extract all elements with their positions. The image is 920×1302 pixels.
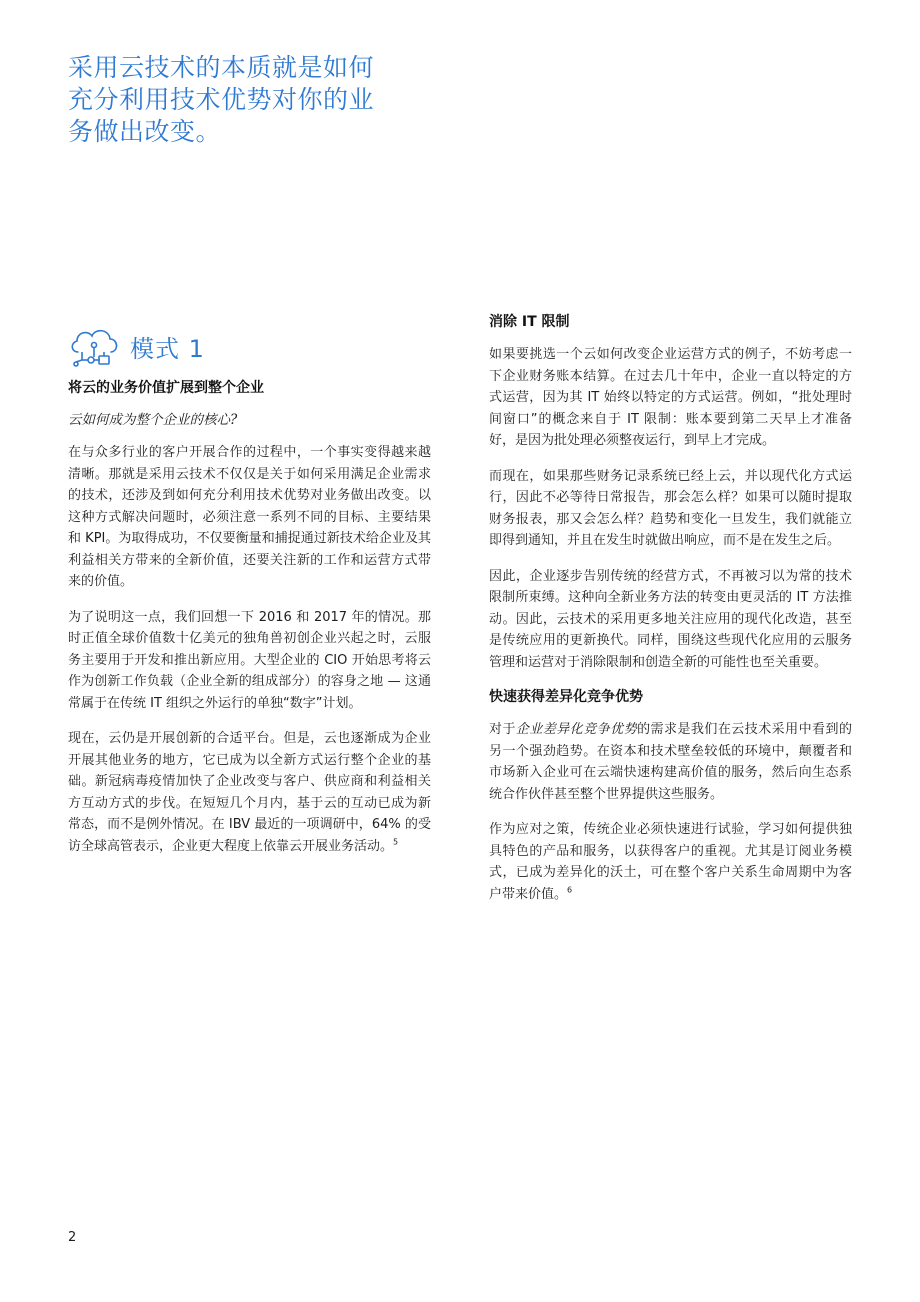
section-subtitle: 云如何成为整个企业的核心? bbox=[68, 412, 238, 428]
paragraph: 在与众多行业的客户开展合作的过程中，一个事实变得越来越清晰。那就是采用云技术不仅仅是关于如何采用满足企业需求的技术，还涉及到如何充分利用技术优势对业务做出改变。以这种方式解决问题时，必须注意一系列不同的目标、主要结果和 KPI。为取得成功，不仅要衡量和捕捉通过新技术给企业及其利益相关方带来的全新价值，还要关注新的工作和运营方式带来的价值。 bbox=[68, 445, 431, 589]
paragraph-text: 现在，云仍是开展创新的合适平台。但是，云也逐渐成为企业开展其他业务的地方，它已成为以全新方式运行整个企业的基础。新冠病毒疫情加快了企业改变与客户、供应商和利益相关方互动方式的步伐。在短短几个月内，基于云的互动已成为新常态，而不是例外情况。在 IBV 最近的一项调研中，64% 的受访全球高管表示，企业更大程度上依靠云开展业务活动。 bbox=[68, 731, 431, 854]
paragraph: 为了说明这一点，我们回想一下 2016 和 2017 年的情况。那时正值全球价值数十亿美元的独角兽初创企业兴起之时，云服务主要用于开发和推出新应用。大型企业的 CIO 开始思考将云作为创新工作负载（企业全新的组成部分）的容身之地 — 这通常属于在传统 IT 组织之外运行的单独“数字”计划。 bbox=[68, 609, 431, 711]
footnote-ref: 6 bbox=[567, 885, 573, 895]
mode-title: 模式 1 bbox=[130, 334, 205, 363]
paragraph-text: 对于 bbox=[489, 722, 516, 737]
section-heading: 消除 IT 限制 bbox=[489, 314, 570, 330]
paragraph-text: 作为应对之策，传统企业必须快速进行试验，学习如何提供独具特色的产品和服务，以获得客户的重视。尤其是订阅业务模式，已成为差异化的沃土，可在整个客户关系生命周期中为客户带来价值。 bbox=[489, 822, 852, 902]
left-column bbox=[68, 320, 431, 871]
mode-header bbox=[68, 320, 431, 372]
footnote-ref: 5 bbox=[393, 837, 399, 847]
cloud-network-icon bbox=[68, 322, 120, 370]
section-heading: 快速获得差异化竞争优势 bbox=[489, 689, 643, 705]
right-column bbox=[489, 312, 852, 919]
paragraph-text: 的需求是我们在云技术采用中看到的另一个强劲趋势。在资本和技术壁垒较低的环境中，颠覆者和市场新入企业可在云端快速构建高价值的服务，然后向生态系统合作伙伴甚至整个世界提供这些服务。 bbox=[489, 722, 852, 802]
paragraph bbox=[489, 819, 852, 905]
paragraph: 而现在，如果那些财务记录系统已经上云，并以现代化方式运行，因此不必等待日常报告，那会怎么样？如果可以随时提取财务报表，那又会怎么样？趋势和变化一旦发生，我们就能立即得到通知，并且在发生时就做出响应，而不是在发生之后。 bbox=[489, 468, 852, 548]
emphasis-text: 企业差异化竞争优势 bbox=[515, 722, 638, 737]
paragraph: 如果要挑选一个云如何改变企业运营方式的例子，不妨考虑一下企业财务账本结算。在过去几十年中，企业一直以特定的方式运营，因为其 IT 始终以特定的方式运营。例如，“批处理时间窗口”的概念来自于 IT 限制：账本要到第二天早上才准备好，是因为批处理必须整夜运行，到早上才完成。 bbox=[489, 347, 852, 448]
paragraph bbox=[68, 728, 431, 857]
paragraph bbox=[489, 719, 852, 805]
paragraph: 因此，企业逐步告别传统的经营方式，不再被习以为常的技术限制所束缚。这种向全新业务方法的转变由更灵活的 IT 方法推动。因此，云技术的采用更多地关注应用的现代化改造，甚至是传统应用的更新换代。同样，围绕这些现代化应用的云服务管理和运营对于消除限制和创造全新的可能性也至关重要。 bbox=[489, 568, 852, 670]
section-heading: 将云的业务价值扩展到整个企业 bbox=[68, 380, 264, 396]
page-headline: 采用云技术的本质就是如何充分利用技术优势对你的业务做出改变。 bbox=[68, 53, 375, 146]
page-number: 2 bbox=[68, 1230, 77, 1245]
